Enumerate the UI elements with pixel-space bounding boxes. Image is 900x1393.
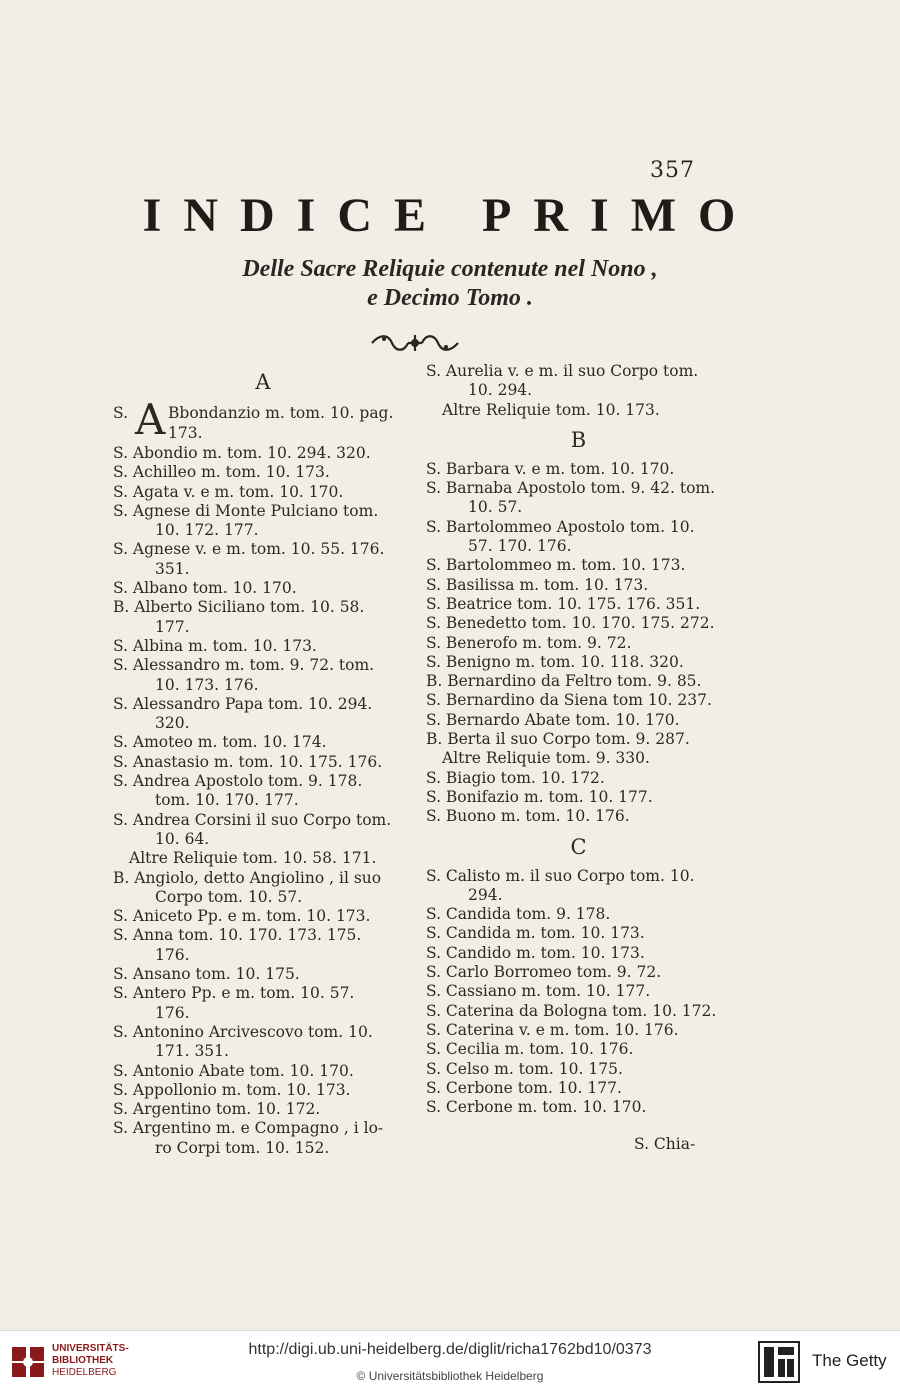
entry-text: S. Achilleo m. tom. 10. 173. [113,463,330,482]
entry-text: S. Alessandro m. tom. 9. 72. tom. [113,656,375,675]
entry-text: S. Agata v. e m. tom. 10. 170. [113,482,344,501]
index-entry [426,1060,731,1079]
index-entry [426,576,731,595]
entry-text: S. Antonino Arcivescovo tom. 10. [113,1022,373,1041]
index-entry [426,982,731,1001]
index-entry [426,595,731,614]
index-entry [426,807,731,826]
entry-text: S. Andrea Apostolo tom. 9. 178. [113,772,363,791]
page-title: INDICE PRIMO [142,189,758,242]
index-entry [113,695,413,734]
entry-text: Bbondanzio m. tom. 10. pag. [168,404,394,422]
index-column-left [113,362,413,1158]
entry-text: S. Bartolommeo m. tom. 10. 173. [426,556,686,575]
index-entry [113,772,413,811]
entry-text: S. Cecilia m. tom. 10. 176. [426,1040,634,1059]
entry-text: S. Agnese v. e m. tom. 10. 55. 176. [113,540,385,559]
index-entry [426,1040,731,1059]
index-entry [113,811,413,850]
index-entry [113,1062,413,1081]
index-entry [113,444,413,463]
index-entry [113,907,413,926]
entry-text: S. Biagio tom. 10. 172. [426,768,605,787]
entry-text: B. Bernardino da Feltro tom. 9. 85. [426,672,702,691]
index-entry [113,869,413,908]
entry-text: S. Candida tom. 9. 178. [426,905,611,924]
entry-text: S. Basilissa m. tom. 10. 173. [426,575,649,594]
entry-continuation: 320. [155,714,190,733]
entry-text: S. Anastasio m. tom. 10. 175. 176. [113,752,383,771]
entry-continuation: 10. 64. [155,829,210,848]
ornament-icon [370,330,460,356]
index-entry [426,1098,731,1117]
entry-text: B. Alberto Siciliano tom. 10. 58. [113,598,365,617]
entry-text: S. Caterina da Bologna tom. 10. 172. [426,1001,717,1020]
index-entry [426,653,731,672]
index-entry [113,965,413,984]
entry-text: S. Cerbone m. tom. 10. 170. [426,1098,647,1117]
entry-text: S. Agnese di Monte Pulciano tom. [113,501,379,520]
library-name-line-2: BIBLIOTHEK [52,1355,114,1366]
index-entry [113,540,413,579]
entry-list-c [426,867,731,1118]
index-entry [113,753,413,772]
index-entry [426,711,731,730]
index-entry [426,614,731,633]
page-number: 357 [650,158,695,183]
entry-text: S. Celso m. tom. 10. 175. [426,1059,623,1078]
entry-text: S. Calisto m. il suo Corpo tom. 10. [426,866,695,885]
entry-text: S. Benigno m. tom. 10. 118. 320. [426,652,684,671]
index-entry [426,691,731,710]
entry-text: S. Alessandro Papa tom. 10. 294. [113,694,373,713]
entry-text: S. Ansano tom. 10. 175. [113,965,300,984]
entry-continuation: 294. [468,885,503,904]
entry-text: B. Angiolo, detto Angiolino , il suo [113,868,382,887]
index-entry [426,963,731,982]
index-entry [426,1079,731,1098]
index-entry [113,1081,413,1100]
getty-label: The Getty [812,1351,887,1370]
index-entry-dropcap [113,395,413,444]
index-entry [113,502,413,541]
entry-text: S. Amoteo m. tom. 10. 174. [113,733,327,752]
entry-text: S. Antonio Abate tom. 10. 170. [113,1061,354,1080]
entry-text: S. Anna tom. 10. 170. 173. 175. [113,926,362,945]
index-entry [426,556,731,575]
index-entry [426,1002,731,1021]
entry-text: S. Antero Pp. e m. tom. 10. 57. [113,984,355,1003]
entry-continuation: 10. 173. 176. [155,675,259,694]
index-entry [113,463,413,482]
entry-continuation: 10. 294. [468,381,533,400]
viewer-footer [0,1330,900,1393]
entry-text: S. Caterina v. e m. tom. 10. 176. [426,1020,679,1039]
index-entry [113,984,413,1023]
entry-continuation: 176. [155,1003,190,1022]
index-entry [426,730,731,749]
entry-text: S. Albina m. tom. 10. 173. [113,636,317,655]
index-entry [113,926,413,965]
entry-continuation: 57. 170. 176. [468,537,572,556]
index-entry [113,1023,413,1062]
index-entry [113,1119,413,1158]
entry-text: S. Cerbone tom. 10. 177. [426,1078,622,1097]
entry-list-b [426,460,731,827]
entry-text: S. Argentino m. e Compagno , i lo- [113,1119,384,1138]
entry-text: S. Cassiano m. tom. 10. 177. [426,982,651,1001]
index-entry [426,905,731,924]
entry-text: B. Berta il suo Corpo tom. 9. 287. [426,730,690,749]
entry-text: S. Beatrice tom. 10. 175. 176. 351. [426,594,701,613]
entry-list-a-continued [426,362,731,420]
index-entry [426,401,731,420]
subtitle-line-1: Delle Sacre Reliquie contenute nel Nono , [242,256,658,282]
catchword: S. Chia- [634,1135,696,1153]
entry-list-a [113,444,413,1158]
entry-continuation: ro Corpi tom. 10. 152. [155,1138,330,1157]
entry-continuation: 10. 57. [468,498,523,517]
index-entry [426,1021,731,1040]
entry-continuation: Corpo tom. 10. 57. [155,887,303,906]
getty-logo-icon [758,1341,800,1383]
entry-text: S. Carlo Borromeo tom. 9. 72. [426,963,662,982]
library-name-line-1: UNIVERSITÄTS- [52,1343,129,1354]
index-entry [426,460,731,479]
entry-text: Altre Reliquie tom. 10. 58. 171. [129,849,377,868]
copyright-notice: © Universitätsbibliothek Heidelberg [356,1369,544,1383]
entry-continuation: 171. 351. [155,1042,229,1061]
section-letter-a: A [255,370,271,394]
entry-text: S. Bartolommeo Apostolo tom. 10. [426,517,695,536]
entry-text: S. Buono m. tom. 10. 176. [426,807,630,826]
index-entry [426,749,731,768]
index-entry [426,634,731,653]
entry-text: S. Bernardo Abate tom. 10. 170. [426,710,680,729]
index-entry [113,733,413,752]
entry-text: S. Appollonio m. tom. 10. 173. [113,1080,351,1099]
index-entry [426,944,731,963]
index-entry [426,479,731,518]
entry-continuation: 177. [155,617,190,636]
index-entry [426,362,731,401]
entry-text: Altre Reliquie tom. 10. 173. [442,400,660,419]
entry-text: S. Candida m. tom. 10. 173. [426,924,645,943]
drop-capital: A [135,395,166,444]
index-entry [113,483,413,502]
index-entry [426,672,731,691]
index-entry [426,788,731,807]
index-entry [426,924,731,943]
entry-continuation: tom. 10. 170. 177. [155,791,299,810]
index-entry [113,849,413,868]
index-column-right [426,362,731,1117]
entry-text: S. Candido m. tom. 10. 173. [426,943,645,962]
entry-text: S. Albano tom. 10. 170. [113,579,297,598]
entry-text: S. Aurelia v. e m. il suo Corpo tom. [426,362,699,380]
index-entry [113,579,413,598]
entry-continuation: 176. [155,945,190,964]
entry-text: Altre Reliquie tom. 9. 330. [442,749,650,768]
entry-text: S. Andrea Corsini il suo Corpo tom. [113,810,392,829]
entry-text: S. Aniceto Pp. e m. tom. 10. 173. [113,907,371,926]
subtitle-line-2: e Decimo Tomo . [367,285,533,311]
entry-text: S. Bonifazio m. tom. 10. 177. [426,787,653,806]
entry-text: S. Abondio m. tom. 10. 294. 320. [113,444,371,462]
entry-text: S. Barbara v. e m. tom. 10. 170. [426,459,675,478]
entry-continuation: 173. [168,424,203,442]
index-entry [113,637,413,656]
index-entry [113,656,413,695]
index-entry [113,1100,413,1119]
entry-text: S. Argentino tom. 10. 172. [113,1100,321,1119]
index-entry [426,867,731,906]
section-letter-c: C [570,834,587,859]
entry-text: S. Benerofo m. tom. 9. 72. [426,633,632,652]
index-entry [426,518,731,557]
section-letter-b: B [570,427,587,452]
library-name-line-3: HEIDELBERG [52,1367,117,1378]
entry-text: S. Barnaba Apostolo tom. 9. 42. tom. [426,479,716,498]
permalink-url[interactable]: http://digi.ub.uni-heidelberg.de/diglit/richa1762bd10/0373 [248,1341,652,1358]
entry-continuation: 10. 172. 177. [155,521,259,540]
entry-prefix: S. [113,404,128,422]
entry-text: S. Bernardino da Siena tom 10. 237. [426,691,712,710]
entry-text: S. Benedetto tom. 10. 170. 175. 272. [426,614,715,633]
entry-continuation: 351. [155,559,190,578]
index-entry [113,598,413,637]
index-entry [426,769,731,788]
